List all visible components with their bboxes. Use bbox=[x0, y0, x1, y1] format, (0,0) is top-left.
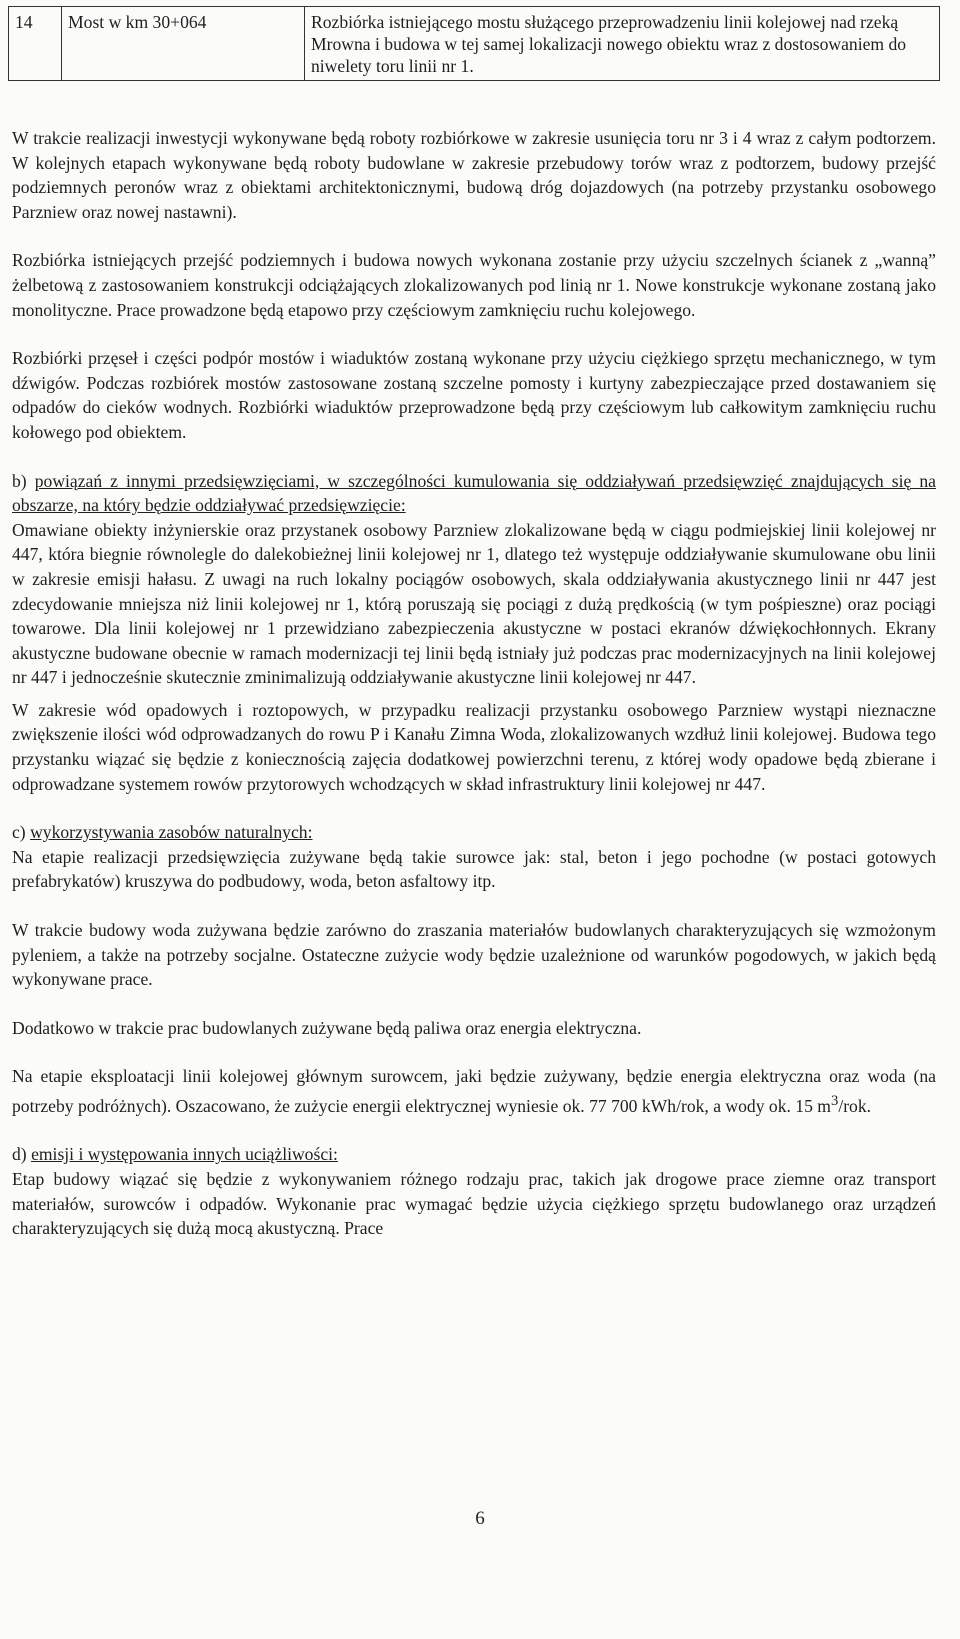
paragraph: Omawiane obiekty inżynierskie oraz przystanek osobowy Parzniew zlokalizowane będą w ciągu podmiejskiej linii kolejowej nr 447, która biegnie równolegle do dalekobieżnej linii kolejowej nr 1, dlatego też występuje oddziaływanie skumulowane obu linii w zakresie emisji hałasu. Z uwagi na ruch lokalny pociągów osobowych, skala oddziaływania akustycznego linii nr 447 jest zdecydowanie mniejsza niż linii kolejowej nr 1, którą poruszają się pociągi z dużą prędkością (w tym pośpieszne) oraz pociągi towarowe. Dla linii kolejowej nr 1 przewidziano zabezpieczenia akustyczne w postaci ekranów dźwiękochłonnych. Ekrany akustyczne budowane obecnie w ramach modernizacji tej linii będą istniały już podczas prac modernizacyjnych na linii kolejowej nr 447 i jednocześnie skutecznie zminimalizują oddziaływanie akustyczne linii kolejowej nr 447. bbox=[12, 519, 936, 688]
paragraph bbox=[12, 1064, 936, 1118]
paragraph: Dodatkowo w trakcie prac budowlanych zużywane będą paliwa oraz energia elektryczna. bbox=[12, 1017, 642, 1038]
row-object: Most w km 30+064 bbox=[62, 7, 305, 81]
section-b-heading bbox=[12, 469, 936, 518]
section-c-heading bbox=[12, 820, 936, 845]
paragraph: Na etapie realizacji przedsięwzięcia zużywane będą takie surowce jak: stal, beton i jego pochodne (w postaci gotowych prefabrykatów) kruszywa do podbudowy, woda, beton asfaltowy itp. bbox=[12, 846, 936, 892]
paragraph: Etap budowy wiązać się będzie z wykonywaniem różnego rodzaju prac, takich jak drogowe prace ziemne oraz transport materiałów, surowców i odpadów. Wykonanie prac wymagać będzie użycia ciężkiego sprzętu budowlanego oraz urządzeń charakteryzujących się dużą mocą akustyczną. Prace bbox=[12, 1169, 936, 1239]
paragraph: W trakcie budowy woda zużywana będzie zarówno do zraszania materiałów budowlanych charakteryzujących się wzmożonym pyleniem, a także na potrzeby socjalne. Ostateczne zużycie wody będzie uzależnione od warunków pogodowych, w jakich będą wykonywane prace. bbox=[12, 920, 936, 990]
text: /rok. bbox=[838, 1095, 872, 1116]
section-d-heading bbox=[12, 1142, 936, 1167]
table-row bbox=[9, 7, 940, 81]
text: Na etapie eksploatacji linii kolejowej głównym surowcem, jaki będzie zużywany, będzie energia elektryczna oraz woda (na potrzeby podróżnych). Oszacowano, że zużycie energii elektrycznej wyniesie ok. 77 700 kWh/rok, a wody ok. 15 m bbox=[12, 1066, 936, 1116]
objects-table bbox=[8, 6, 940, 81]
superscript: 3 bbox=[830, 1093, 839, 1109]
section-letter: d) bbox=[12, 1144, 27, 1165]
section-title: emisji i występowania innych uciążliwości: bbox=[31, 1144, 338, 1165]
section-letter: c) bbox=[12, 822, 26, 843]
row-number: 14 bbox=[9, 7, 62, 81]
paragraph: Rozbiórka istniejących przejść podziemnych i budowa nowych wykonana zostanie przy użyciu szczelnych ścianek z „wanną” żelbetową z zastosowaniem konstrukcji odciążających zlokalizowanych pod linią nr 1. Nowe konstrukcje wykonane zostaną jako monolityczne. Prace prowadzone będą etapowo przy częściowym zamknięciu ruchu kolejowego. bbox=[12, 250, 936, 320]
section-letter: b) bbox=[12, 470, 27, 491]
paragraph: W zakresie wód opadowych i roztopowych, w przypadku realizacji przystanku osobowego Parzniew wystąpi nieznaczne zwiększenie ilości wód odprowadzanych do rowu P i Kanału Zimna Woda, zlokalizowanych wzdłuż linii kolejowej. Budowa tego przystanku wiązać się będzie z koniecznością zajęcia dodatkowej powierzchni terenu, z której wody opadowe będą zbierane i odprowadzane systemem rowów przytorowych wchodzących w skład infrastruktury linii kolejowej nr 447. bbox=[12, 699, 936, 794]
row-description: Rozbiórka istniejącego mostu służącego przeprowadzeniu linii kolejowej nad rzeką Mrowna i budowa w tej samej lokalizacji nowego obiektu wraz z dostosowaniem do niwelety toru linii nr 1. bbox=[305, 7, 940, 81]
document-page bbox=[8, 6, 944, 81]
section-title: powiązań z innymi przedsięwzięciami, w szczególności kumulowania się oddziaływań przedsięwzięć znajdujących się na obszarze, na który będzie oddziaływać przedsięwzięcie: bbox=[12, 470, 936, 516]
paragraph: W trakcie realizacji inwestycji wykonywane będą roboty rozbiórkowe w zakresie usunięcia toru nr 3 i 4 wraz z całym podtorzem. W kolejnych etapach wykonywane będą roboty budowlane w zakresie przebudowy torów wraz z podtorzem, budowy przejść podziemnych peronów wraz z obiektami architektonicznymi, budową dróg dojazdowych (na potrzeby przystanku osobowego Parzniew oraz nowej nastawni). bbox=[12, 128, 936, 222]
document-body bbox=[12, 126, 936, 1241]
page-number: 6 bbox=[475, 1508, 485, 1529]
paragraph: Rozbiórki przęseł i części podpór mostów i wiaduktów zostaną wykonane przy użyciu ciężkiego sprzętu mechanicznego, w tym dźwigów. Podczas rozbiórek mostów zastosowane zostaną szczelne pomosty i kurtyny zabezpieczające przed dostawaniem się odpadów do cieków wodnych. Rozbiórki wiaduktów przeprowadzone będą przy częściowym lub całkowitym zamknięciu ruchu kołowego pod obiektem. bbox=[12, 348, 936, 442]
section-title: wykorzystywania zasobów naturalnych: bbox=[30, 822, 313, 843]
